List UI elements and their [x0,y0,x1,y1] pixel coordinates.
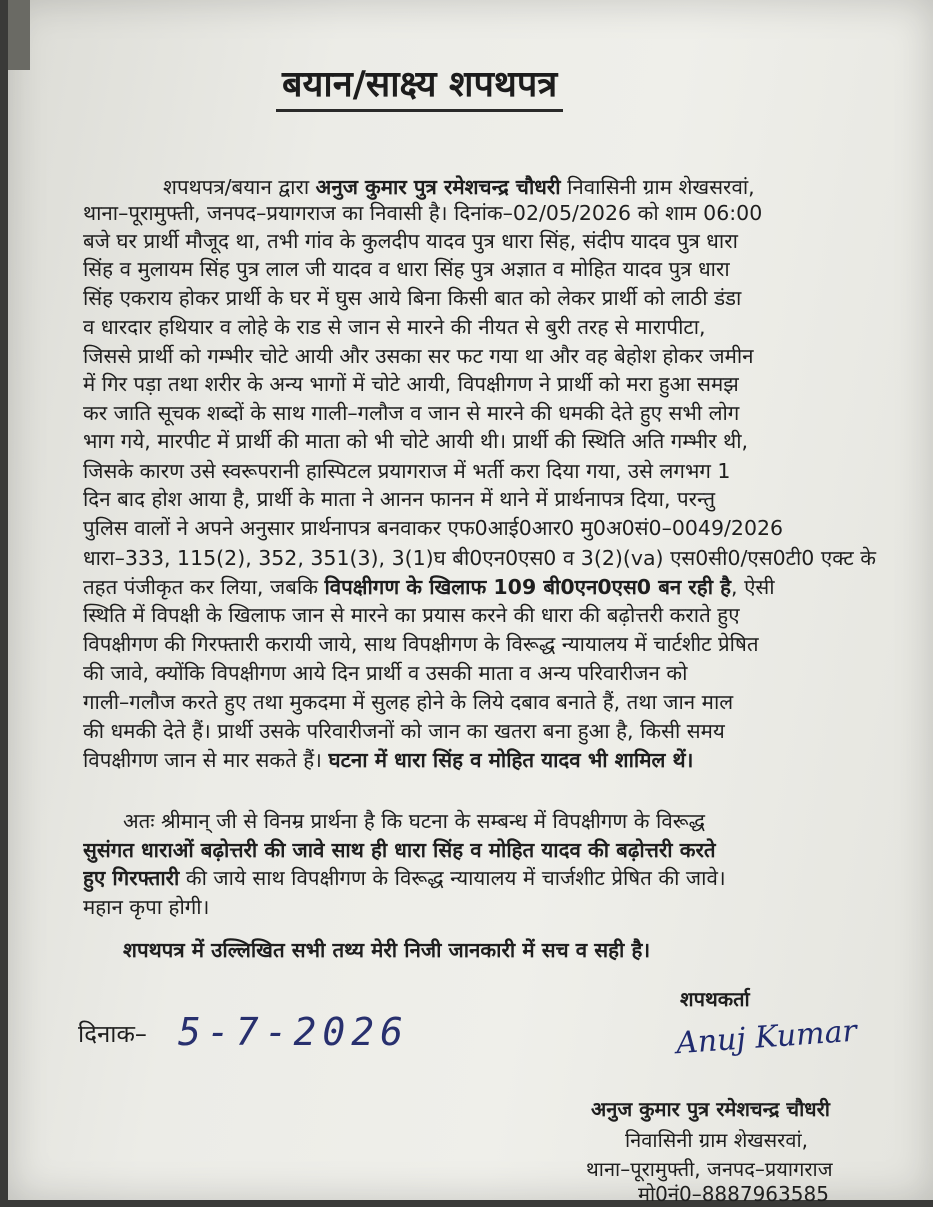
body-line [83,227,923,255]
address-line-district: थाना–पूरामुफ्ती, जनपद–प्रयागराज [586,1157,833,1181]
body-line [83,370,923,398]
body-text: तहत पंजीकृत कर लिया, जबकि [83,575,325,599]
body-text: स्थिति में विपक्षी के खिलाफ जान से मारने का प्रयास करने की धारा की बढ़ोत्तरी कराते हुए [83,603,740,627]
page-edge-shadow [8,0,30,70]
body-text-bold: अनुज कुमार पुत्र रमेशचन्द्र चौधरी [315,175,561,199]
body-line [83,746,923,774]
body-text: अतः श्रीमान् जी से विनम्र प्रार्थना है कि घटना के सम्बन्ध में विपक्षीगण के विरूद्ध [123,809,706,833]
body-line [83,255,923,283]
body-text-rest: की जाये साथ विपक्षीगण के विरूद्ध न्यायालय में चार्जशीट प्रेषित की जावे। [179,866,726,890]
body-line [83,893,923,921]
body-text: कर जाति सूचक शब्दों के साथ गाली–गलौज व जान से मारने की धमकी देते हुए सभी लोग [83,401,740,425]
body-text: बजे घर प्रार्थी मौजूद था, तभी गांव के कुलदीप यादव पुत्र धारा सिंह, संदीप यादव पुत्र धारा [83,229,738,253]
body-line [83,836,923,864]
body-line [83,544,923,572]
body-text: सिंह एकराय होकर प्रार्थी के घर में घुस आये बिना किसी बात को लेकर प्रार्थी को लाठी डंडा [83,286,742,310]
body-text-bold: विपक्षीगण के खिलाफ 109 बी0एन0एस0 बन रही है [324,575,732,599]
handwritten-signature: Anuj Kumar [674,1013,858,1062]
body-text-bold: हुए गिरफ्तारी [83,866,180,890]
body-line [83,342,923,370]
body-line [83,313,923,341]
body-text: में गिर पड़ा तथा शरीर के अन्य भागों में चोटे आयी, विपक्षीगण ने प्रार्थी को मरा हुआ समझ [83,372,739,396]
body-text: गाली–गलौज करते हुए तथा मुकदमा में सुलह होने के लिये दबाव बनाते हैं, तथा जान माल [83,690,734,714]
body-text: की धमकी देते हैं। प्रार्थी उसके परिवारीजनों को जान का खतरा बना हुआ है, किसी समय [83,719,725,743]
body-text: सिंह व मुलायम सिंह पुत्र लाल जी यादव व धारा सिंह पुत्र अज्ञात व मोहित यादव पुत्र धारा [83,257,730,281]
address-line-village: निवासिनी ग्राम शेखसरवां, [625,1128,809,1152]
body-text: महान कृपा होगी। [83,895,210,919]
body-text: धारा–333, 115(2), 352, 351(3), 3(1)घ बी0एन0एस0 व 3(2)(va) एस0सी0/एस0टी0 एक्ट के [83,546,876,570]
body-line [83,717,923,745]
body-line [83,457,923,485]
body-text: की जावे, क्योंकि विपक्षीगण आये दिन प्रार्थी व उसकी माता व अन्य परिवारीजन को [83,661,688,685]
address-line-name: अनुज कुमार पुत्र रमेशचन्द्र चौधरी [591,1097,830,1121]
body-text: भाग गये, मारपीट में प्रार्थी की माता को भी चोटे आयी थी। प्रार्थी की स्थिति अति गम्भीर थी, [83,429,749,453]
body-line [83,485,923,513]
handwritten-date: 5-7-2026 [178,1010,410,1054]
signatory-label: शपथकर्ता [680,987,750,1011]
body-text: जिसके कारण उसे स्वरूपरानी हास्पिटल प्रयागराज में भर्ती करा दिया गया, उसे लगभग 1 [83,459,731,483]
document-title: बयान/साक्ष्य शपथपत्र [276,58,563,112]
body-line [83,399,923,427]
body-text: शपथपत्र/बयान द्वारा [163,175,316,199]
body-text-rest: , ऐसी [731,575,775,599]
body-text: जिससे प्रार्थी को गम्भीर चोटे आयी और उसका सर फट गया था और वह बेहोश होकर जमीन [83,344,754,368]
body-text: पुलिस वालों ने अपने अनुसार प्रार्थनापत्र बनवाकर एफ0आई0आर0 मु0अ0सं0–0049/2026 [83,516,784,540]
body-line [83,864,923,892]
body-text-bold: शपथपत्र में उल्लिखित सभी तथ्य मेरी निजी जानकारी में सच व सही है। [123,938,651,962]
body-line [83,427,923,455]
body-line [83,284,923,312]
body-line [83,659,923,687]
body-line [83,688,923,716]
body-line [123,807,923,835]
body-text: व धारदार हथियार व लोहे के राड से जान से मारने की नीयत से बुरी तरह से मारापीटा, [83,315,706,339]
body-line [83,199,923,227]
body-line [123,936,923,964]
body-text: थाना–पूरामुफ्ती, जनपद–प्रयागराज का निवासी है। दिनांक–02/05/2026 को शाम 06:00 [83,201,763,225]
body-text: विपक्षीगण जान से मार सकते हैं। [83,748,329,772]
body-line [163,173,923,201]
body-text-rest: निवासिनी ग्राम शेखसरवां, [560,175,755,199]
body-text: दिन बाद होश आया है, प्रार्थी के माता ने आनन फानन में थाने में प्रार्थनापत्र दिया, परन्तु [83,487,716,511]
body-line [83,573,923,601]
body-line [83,514,923,542]
body-text-bold: घटना में धारा सिंह व मोहित यादव भी शामिल थें। [328,748,694,772]
body-text-bold: सुसंगत धाराओं बढ़ोत्तरी की जावे साथ ही धारा सिंह व मोहित यादव की बढ़ोत्तरी करते [83,838,716,862]
affidavit-page [8,0,933,1206]
date-label: दिनाक– [78,1020,147,1048]
address-line-phone: मो0नं0–8887963585 [638,1182,829,1206]
body-line [83,601,923,629]
body-line [83,630,923,658]
body-text: विपक्षीगण की गिरफ्तारी करायी जाये, साथ विपक्षीगण के विरूद्ध न्यायालय में चार्टशीट प्रेषित [83,632,759,656]
